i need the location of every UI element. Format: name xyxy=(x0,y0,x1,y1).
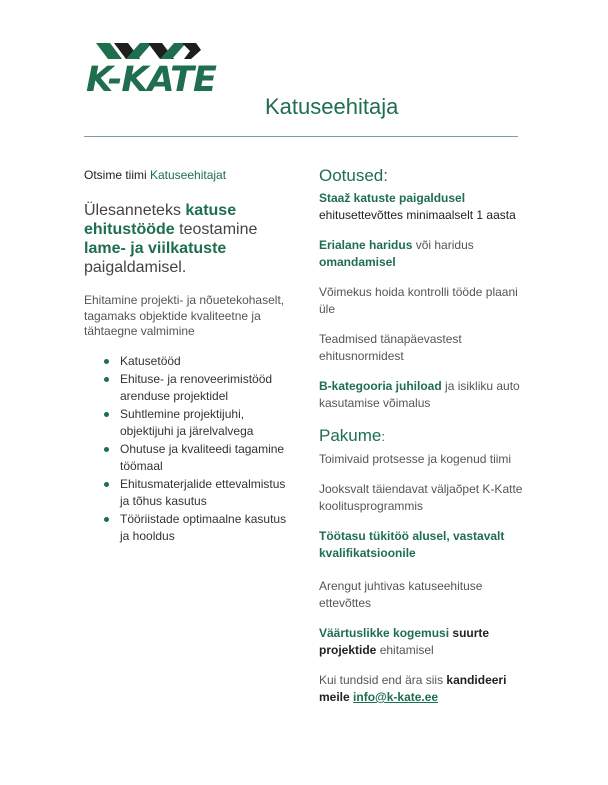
intro-role: Katuseehitajat xyxy=(150,168,227,182)
header-divider xyxy=(84,136,518,137)
list-item: Ehituse- ja renoveerimistööd arenduse projektidel xyxy=(104,371,294,404)
expectations-title: Ootused: xyxy=(319,166,388,185)
expectation-item xyxy=(319,237,529,271)
duties-list xyxy=(84,353,294,545)
list-item: Ohutuse ja kvaliteedi tagamine töömaal xyxy=(104,441,294,474)
offer-bold: Töötasu tükitöö alusel, vastavalt kvalifikatsioonile xyxy=(319,529,505,560)
tasks-text-3: paigaldamisel. xyxy=(84,259,187,276)
offer-item: Arengut juhtivas katuseehituse ettevõttes xyxy=(319,579,483,610)
expectation-text: ja isikliku auto kasutamise võimalus xyxy=(319,379,520,410)
tasks-text-1: Ülesanneteks xyxy=(84,202,186,219)
job-description: Ehitamine projekti- ja nõuetekohaselt, tagamaks objektide kvaliteetne ja tähtaegne valmimine xyxy=(84,293,285,338)
list-item: Suhtlemine projektijuhi, objektijuhi ja järelvalvega xyxy=(104,406,294,439)
offer-text: ehitamisel xyxy=(376,643,434,657)
intro-prefix: Otsime tiimi xyxy=(84,168,150,182)
expectation-item: Teadmised tänapäevastest ehitusnormidest xyxy=(319,332,462,363)
contact-line xyxy=(319,672,529,706)
tasks-highlight-2: lame- ja viilkatuste xyxy=(84,240,227,257)
offer-bold: Väärtuslikke kogemusi xyxy=(319,626,450,640)
contact-prefix: Kui tundsid end ära siis xyxy=(319,673,447,687)
offer-item xyxy=(319,528,529,562)
expectation-bold: B-kategooria juhiload xyxy=(319,379,442,393)
expectation-bold: Staaž katuste paigaldusel xyxy=(319,191,466,205)
offer-dark-bold: suurte projektide xyxy=(319,626,490,657)
list-item: Ehitusmaterjalide ettevalmistus ja tõhus kasutus xyxy=(104,476,294,509)
expectation-bold-2: omandamisel xyxy=(319,255,396,269)
left-column xyxy=(84,167,294,546)
offer-item: Jooksvalt täiendavat väljaõpet K-Katte koolitusprogrammis xyxy=(319,482,523,513)
logo xyxy=(86,40,236,100)
expectation-text: või haridus xyxy=(412,238,474,252)
expectation-text: ehitusettevõttes minimaalselt 1 aasta xyxy=(319,208,516,222)
expectation-bold: Erialane haridus xyxy=(319,238,413,252)
right-column xyxy=(319,165,529,719)
offer-title xyxy=(319,425,529,448)
tasks-text-2: teostamine xyxy=(174,221,258,238)
intro-line xyxy=(84,167,294,183)
list-item: Katusetööd xyxy=(104,353,294,370)
expectation-item xyxy=(319,378,529,412)
offer-title-colon: : xyxy=(381,429,385,444)
offer-item: Toimivaid protsesse ja kogenud tiimi xyxy=(319,452,512,466)
contact-email-link[interactable]: info@k-kate.ee xyxy=(353,690,439,704)
list-item: Tööriistade optimaalne kasutus ja hooldus xyxy=(104,511,294,544)
contact-call: kandideeri meile xyxy=(319,673,507,704)
tasks-highlight-1: katuse ehitustööde xyxy=(84,202,237,238)
expectation-item xyxy=(319,190,529,224)
logo-mark-icon xyxy=(96,40,201,62)
logo-text: K-KATE xyxy=(86,60,216,100)
expectation-item: Võimekus hoida kontrolli tööde plaani üle xyxy=(319,285,518,316)
tasks-statement xyxy=(84,201,294,277)
page-title: Katuseehitaja xyxy=(265,94,399,119)
offer-item xyxy=(319,625,529,659)
offer-title-text: Pakume xyxy=(319,426,382,445)
